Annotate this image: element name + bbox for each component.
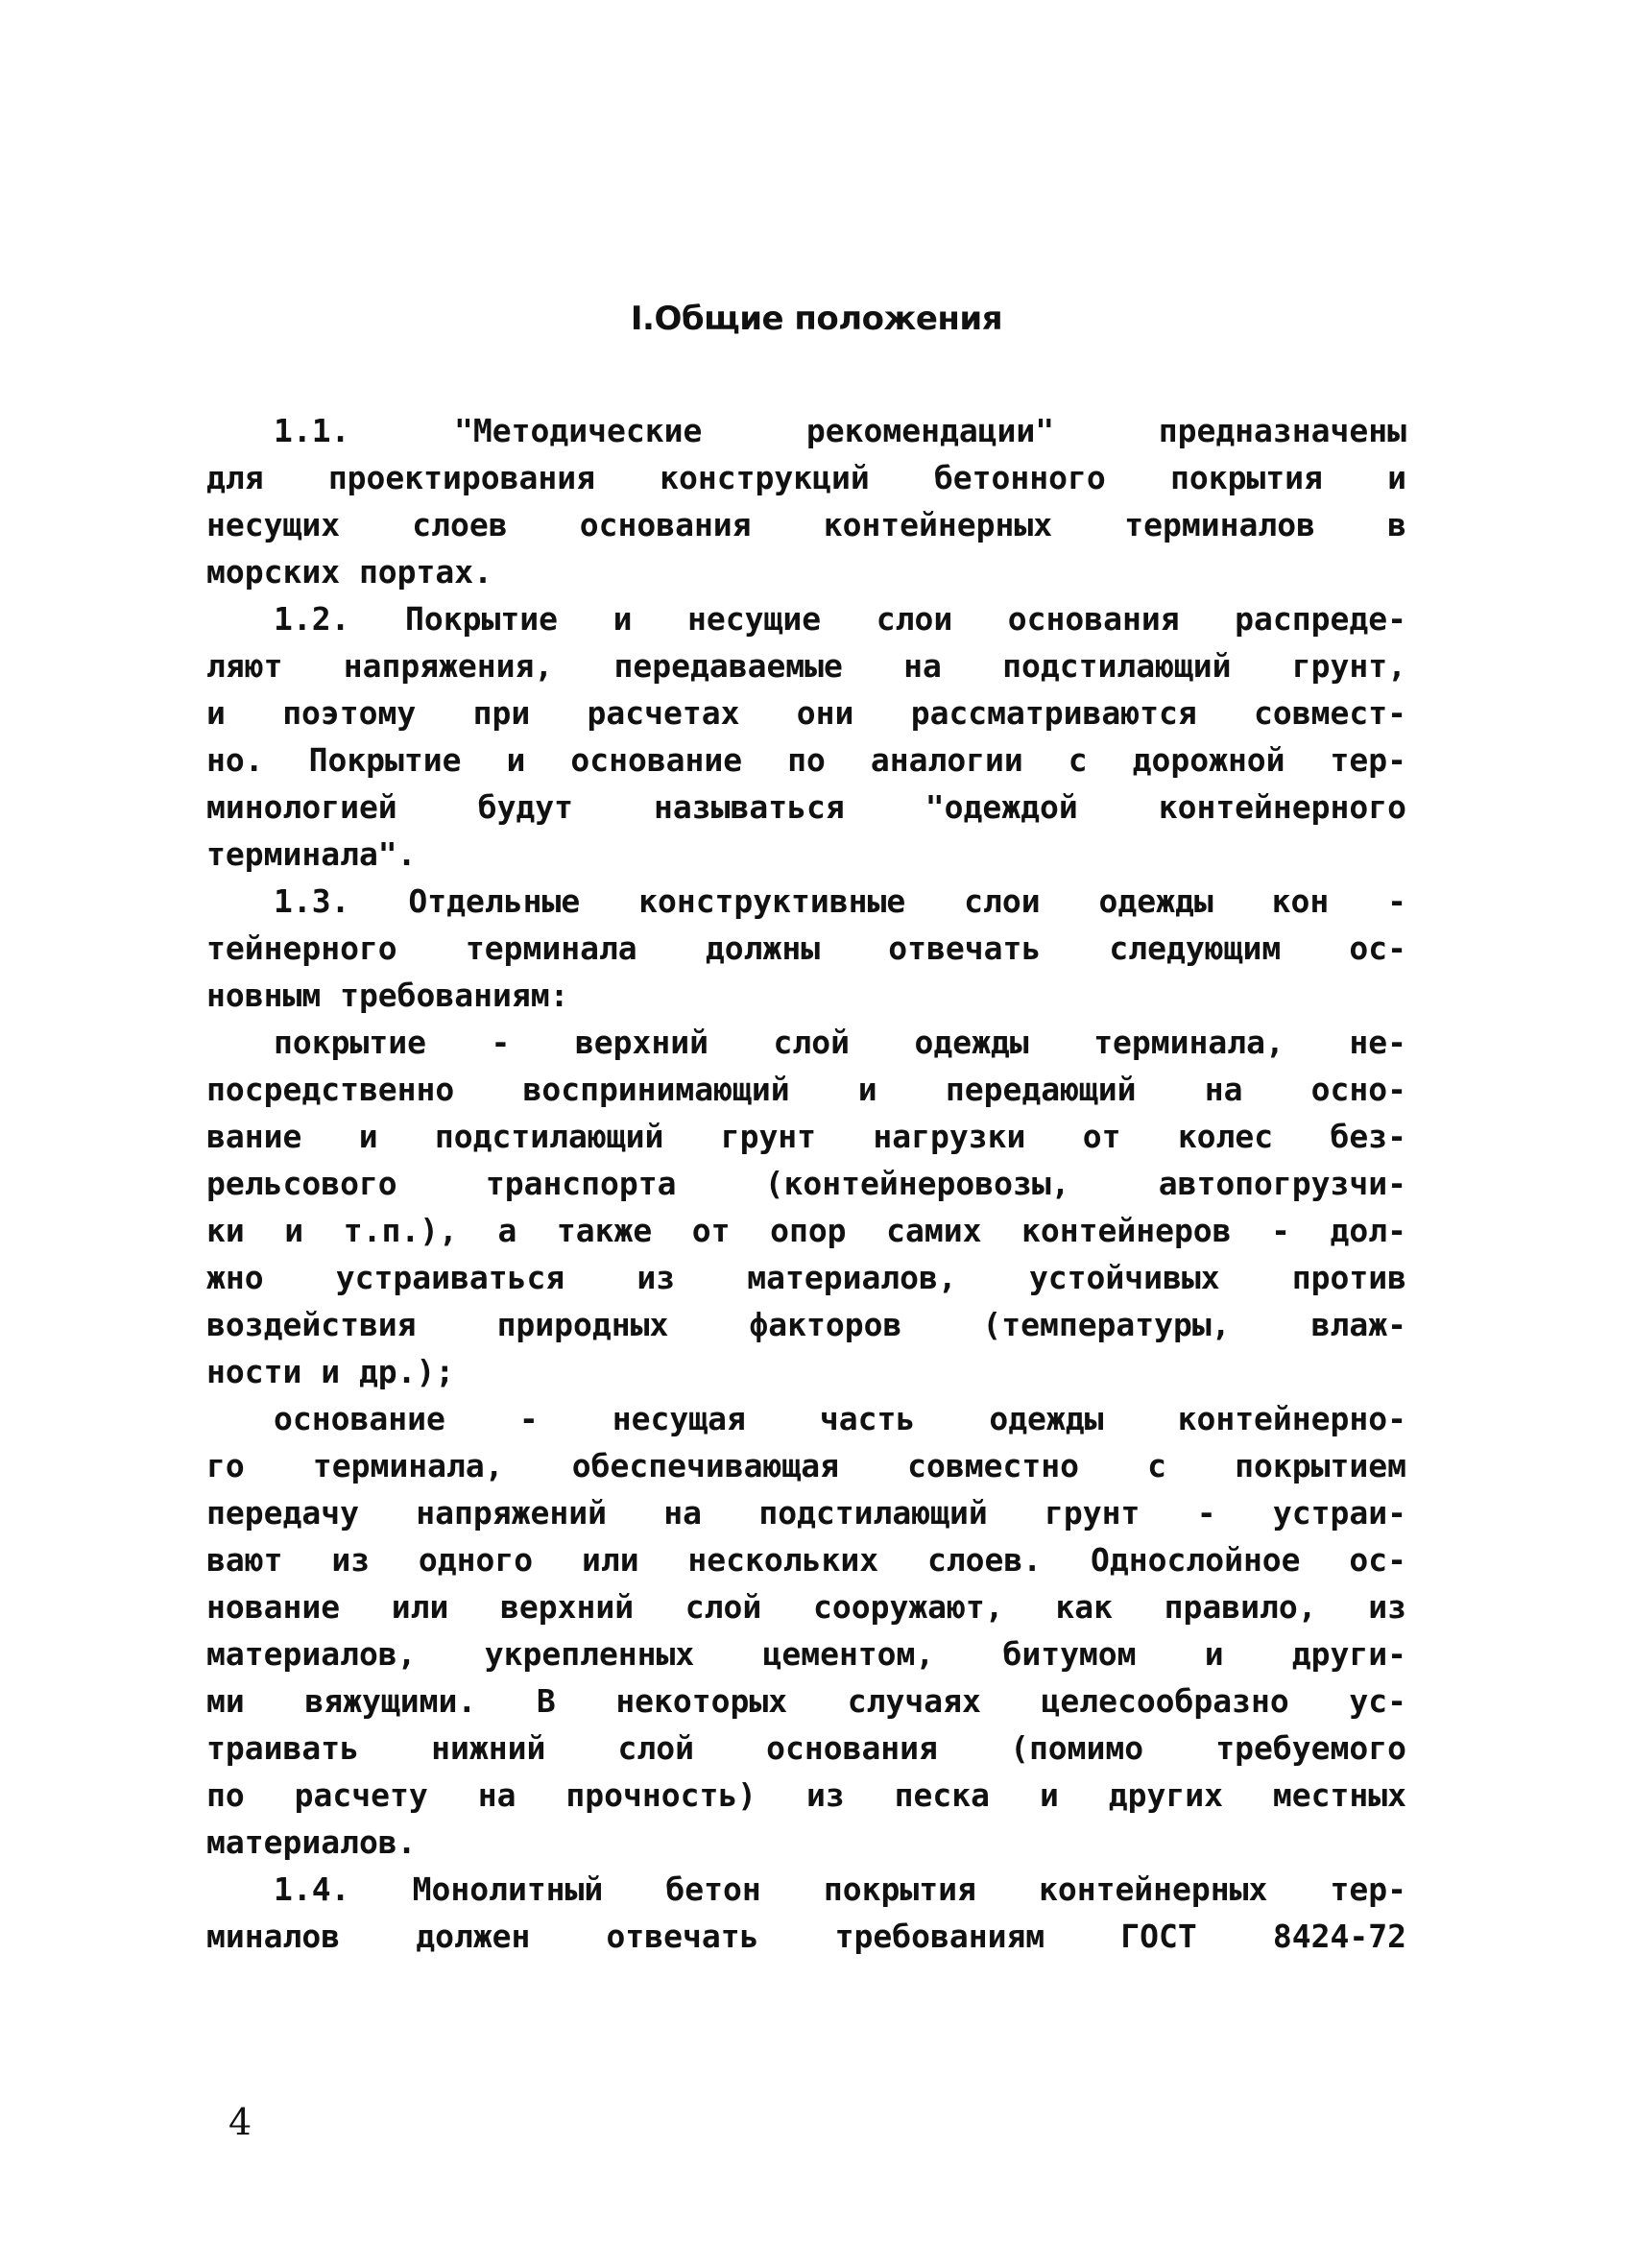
section-heading: I.Общие положения (630, 300, 1003, 338)
text-line: морских портах. (206, 553, 493, 591)
text-line: ности и др.); (206, 1353, 455, 1390)
text-line: материалов, укрепленных цементом, битумом и други- (206, 1635, 1406, 1673)
page-number: 4 (228, 2101, 252, 2143)
text-line: терминала". (206, 835, 417, 873)
text-line: для проектирования конструкций бетонного покрытия и (206, 459, 1406, 496)
text-line: миналов должен отвечать требованиям ГОСТ 8424-72 (206, 1918, 1406, 1955)
text-line: воздействия природных факторов (температуры, влаж- (206, 1306, 1406, 1343)
text-line: тейнерного терминала должны отвечать следующим ос- (206, 929, 1406, 967)
text-line: несущих слоев основания контейнерных терминалов в (206, 506, 1406, 543)
text-line: покрытие - верхний слой одежды терминала, не- (274, 1024, 1406, 1061)
text-line: 1.2. Покрытие и несущие слои основания распреде- (274, 600, 1406, 638)
text-line: траивать нижний слой основания (помимо требуемого (206, 1729, 1406, 1767)
text-line: ки и т.п.), а также от опор самих контейнеров - дол- (206, 1212, 1406, 1249)
text-line: го терминала, обеспечивающая совместно с покрытием (206, 1447, 1406, 1484)
text-line: нование или верхний слой сооружают, как правило, из (206, 1588, 1406, 1626)
text-line: ми вяжущими. В некоторых случаях целесообразно ус- (206, 1682, 1406, 1720)
body-text (206, 407, 1406, 1960)
text-line: по расчету на прочность) из песка и других местных (206, 1776, 1406, 1814)
text-line: основание - несущая часть одежды контейнерно- (274, 1400, 1406, 1437)
text-line: вают из одного или нескольких слоев. Однослойное ос- (206, 1541, 1406, 1579)
text-line: материалов. (206, 1823, 417, 1861)
text-line: минологией будут называться "одеждой контейнерного (206, 788, 1406, 826)
text-line: 1.4. Монолитный бетон покрытия контейнерных тер- (274, 1870, 1406, 1908)
text-line: рельсового транспорта (контейнеровозы, автопогрузчи- (206, 1165, 1406, 1202)
text-line: жно устраиваться из материалов, устойчивых против (206, 1259, 1406, 1296)
text-line: ляют напряжения, передаваемые на подстилающий грунт, (206, 647, 1406, 685)
text-line: и поэтому при расчетах они рассматриваются совмест- (206, 694, 1406, 732)
text-line: 1.1. "Методические рекомендации" предназначены (274, 412, 1406, 449)
text-line: новным требованиям: (206, 977, 569, 1014)
text-line: вание и подстилающий грунт нагрузки от колес без- (206, 1118, 1406, 1155)
text-line: посредственно воспринимающий и передающий на осно- (206, 1071, 1406, 1108)
text-line: 1.3. Отдельные конструктивные слои одежды кон - (274, 882, 1406, 920)
text-line: но. Покрытие и основание по аналогии с дорожной тер- (206, 741, 1406, 779)
text-line: передачу напряжений на подстилающий грунт - устраи- (206, 1494, 1406, 1532)
